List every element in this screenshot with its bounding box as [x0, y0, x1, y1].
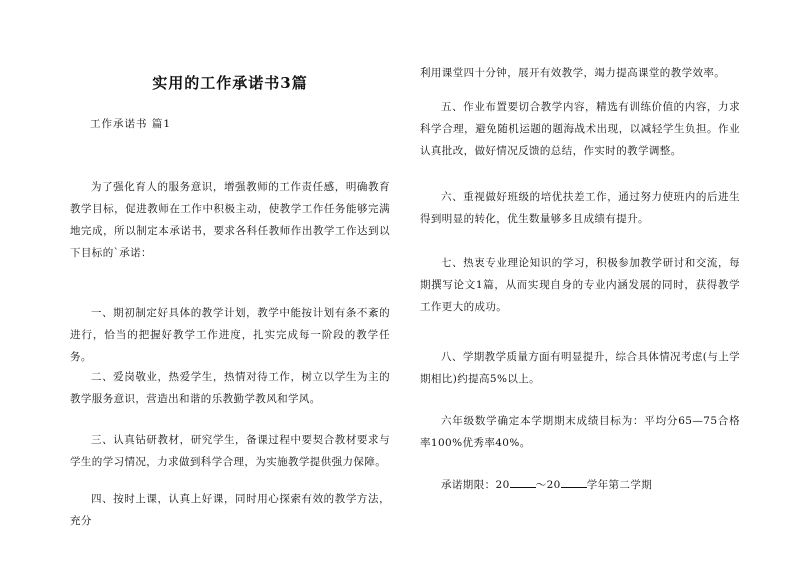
paragraph-3: 三、认真钻研教材，研究学生，备课过程中要契合教材要求与学生的学习情况，力求做到科学合理，为实施教学提供强力保障。 — [70, 434, 390, 468]
paragraph-intro: 为了强化育人的服务意识，增强教师的工作责任感，明确教育教学目标，促进教师在工作中积极主动，使教学工作任务能够完满地完成，所以制定本承诺书，要求各科任教师作出教学工作达到以下目标的`承诺： — [70, 181, 390, 259]
blank-line-2 — [561, 477, 587, 488]
period-separator: ～20 — [535, 479, 561, 491]
section-subtitle: 工作承诺书 篇1 — [90, 118, 172, 130]
grade-target-paragraph: 六年级数学确定本学期期末成绩目标为：平均分65—75合格率100%优秀率40%。 — [420, 415, 740, 449]
paragraph-7: 七、热衷专业理论知识的学习，积极参加教学研讨和交流，每期撰写论文1篇，从而实现自身的专业内涵发展的同时，获得教学工作更大的成功。 — [420, 257, 740, 313]
paragraph-8: 八、学期教学质量方面有明显提升，综合具体情况考虑(与上学期相比)约提高5%以上。 — [420, 351, 740, 385]
paragraph-2: 二、爱岗敬业，热爱学生，热情对待工作，树立以学生为主的教学服务意识，营造出和谐的乐教勤学教风和学风。 — [70, 371, 390, 405]
paragraph-1: 一、期初制定好具体的教学计划，教学中能按计划有条不紊的进行，恰当的把握好教学工作进度，扎实完成每一阶段的教学任务。 — [70, 307, 390, 363]
paragraph-4-end: 利用课堂四十分钟，展开有效教学，竭力提高课堂的教学效率。 — [420, 67, 726, 79]
period-label: 承诺期限： — [441, 479, 496, 491]
commitment-period — [420, 474, 740, 496]
period-term: 学年第二学期 — [586, 479, 653, 491]
paragraph-6: 六、重视做好班级的培优扶差工作，通过努力使班内的后进生得到明显的转化，优生数量够多且成绩有提升。 — [420, 191, 740, 225]
paragraph-5: 五、作业布置要切合教学内容，精选有训练价值的内容，力求科学合理，避免随机运题的题海战术出现，以减轻学生负担。作业认真批改，做好情况反馈的总结，作实时的教学调整。 — [420, 101, 740, 157]
document-title: 实用的工作承诺书3篇 — [152, 74, 308, 92]
blank-line-1 — [510, 477, 536, 488]
paragraph-4-start: 四、按时上课，认真上好课，同时用心探索有效的教学方法，充分 — [70, 493, 390, 527]
period-year-a: 20 — [495, 479, 510, 491]
